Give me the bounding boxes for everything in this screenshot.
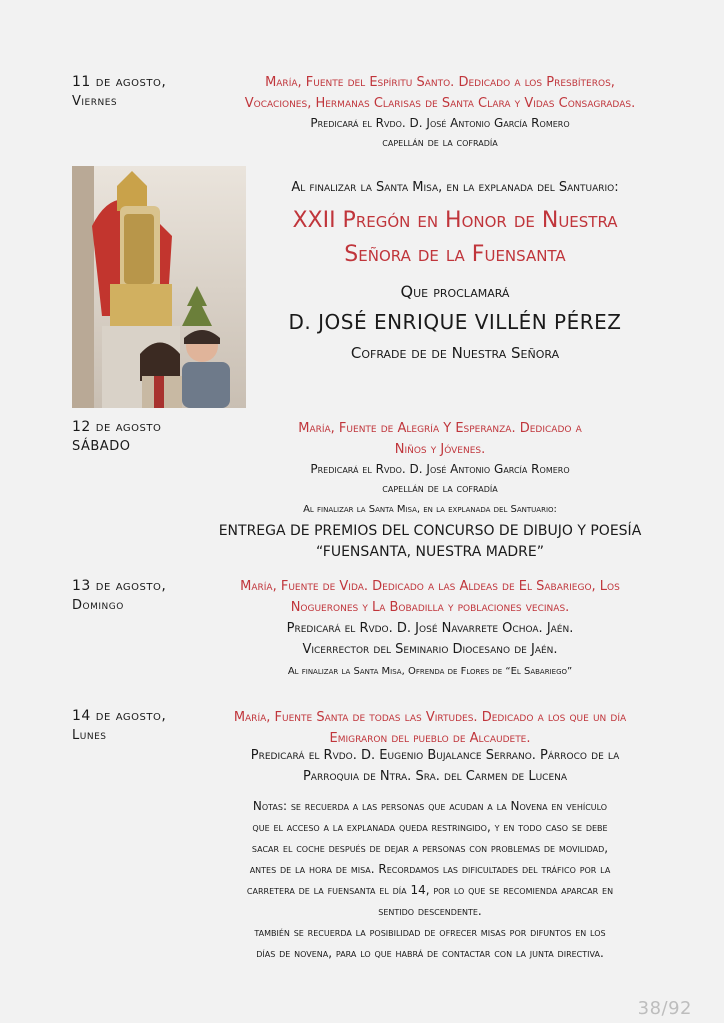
dedication-text (220, 418, 660, 460)
notes-block (200, 796, 660, 964)
dedication-line: Vocaciones, Hermanas Clarisas de Santa Clara y Vidas Consagradas. (244, 96, 636, 111)
note-line: antes de la hora de misa. Recordamos las dificultades del tráfico por la (249, 862, 611, 876)
pregon-proclaims: Que proclamará (400, 282, 510, 301)
preacher-text (220, 114, 660, 152)
note-line: sentido descendente. (378, 904, 482, 918)
dedication-line: María, Fuente Santa de todas las Virtudes. Dedicado a los que un día (233, 710, 627, 725)
dedication-line: María, Fuente de Alegría Y Esperanza. Dedicado a (298, 421, 582, 436)
note-line: carretera de la fuensanta el día 14, por lo que se recomienda aparcar en (246, 883, 614, 897)
statue-photo (72, 166, 246, 408)
date-weekday: Lunes (72, 728, 107, 743)
dedication-text (220, 72, 660, 114)
note-line: Notas: se recuerda a las personas que acudan a la Novena en vehículo (252, 799, 608, 813)
date-day: 14 de agosto, (72, 708, 167, 724)
date-day: 12 de agosto (72, 419, 162, 435)
ofrenda-note: Al finalizar la Santa Misa, Ofrenda de Flores de “El Sabariego” (287, 666, 573, 677)
date-label (72, 576, 166, 616)
premios-title-line: ENTREGA DE PREMIOS DEL CONCURSO DE DIBUJO Y POESÍA (218, 523, 642, 539)
dedication-line: Emigraron del pueblo de Alcaudete. (329, 731, 531, 746)
preacher-line: Predicará el Rvdo. D. José Antonio García Romero (310, 116, 570, 130)
premios-title (180, 521, 680, 563)
date-label (72, 72, 166, 112)
dedication-text (200, 707, 660, 749)
note-line: sacar el coche después de dejar a personas con problemas de movilidad, (251, 841, 609, 855)
pregon-title-line: Señora de la Fuensanta (344, 242, 566, 267)
note-line: que el acceso a la explanada queda restringido, y en todo caso se debe (252, 820, 608, 834)
preacher-line: Predicará el Rvdo. D. José Antonio García Romero (310, 462, 570, 476)
note-line: días de novena, para lo que habrá de contactar con la junta directiva. (256, 946, 604, 960)
preacher-line: Parroquia de Ntra. Sra. del Carmen de Lucena (302, 769, 568, 784)
preacher-line: Predicará el Rvdo. D. José Navarrete Ochoa. Jaén. (286, 621, 574, 636)
note-line: también se recuerda la posibilidad de ofrecer misas por difuntos en los (254, 925, 606, 939)
preacher-text (220, 618, 640, 660)
dedication-line: Noguerones y La Bobadilla y poblaciones vecinas. (290, 600, 570, 615)
pregon-intro: Al finalizar la Santa Misa, en la explanada del Santuario: (291, 180, 619, 195)
date-weekday: Domingo (72, 598, 124, 613)
page-indicator: 38/92 (637, 998, 692, 1019)
dedication-line: María, Fuente del Espíritu Santo. Dedicado a los Presbíteros, (265, 75, 615, 90)
preacher-line: Vicerrector del Seminario Diocesano de Jaén. (302, 642, 558, 657)
date-weekday: SÁBADO (72, 439, 131, 454)
photo-illustration (72, 166, 246, 408)
preacher-text (215, 745, 655, 787)
pregon-speaker: D. JOSÉ ENRIQUE VILLÉN PÉREZ (288, 310, 622, 334)
preacher-line: capellán de la cofradía (382, 481, 498, 495)
preacher-text (220, 460, 660, 498)
date-day: 13 de agosto, (72, 578, 167, 594)
date-weekday: Viernes (72, 94, 118, 109)
dedication-line: Niños y Jóvenes. (394, 442, 486, 457)
premios-intro: Al finalizar la Santa Misa, en la explanada del Santuario: (303, 504, 557, 515)
preacher-line: Predicará el Rvdo. D. Eugenio Bujalance Serrano. Párroco de la (250, 748, 620, 763)
date-label (72, 706, 166, 746)
preacher-line: capellán de la cofradía (382, 135, 498, 149)
premios-title-line: “FUENSANTA, NUESTRA MADRE” (315, 544, 545, 560)
date-label (72, 417, 161, 457)
pregon-speaker-role: Cofrade de de Nuestra Señora (350, 344, 560, 362)
pregon-title (250, 204, 660, 272)
dedication-line: María, Fuente de Vida. Dedicado a las Aldeas de El Sabariego, Los (240, 579, 620, 594)
dedication-text (200, 576, 660, 618)
date-day: 11 de agosto, (72, 74, 167, 90)
pregon-title-line: XXII Pregón en Honor de Nuestra (292, 208, 618, 233)
